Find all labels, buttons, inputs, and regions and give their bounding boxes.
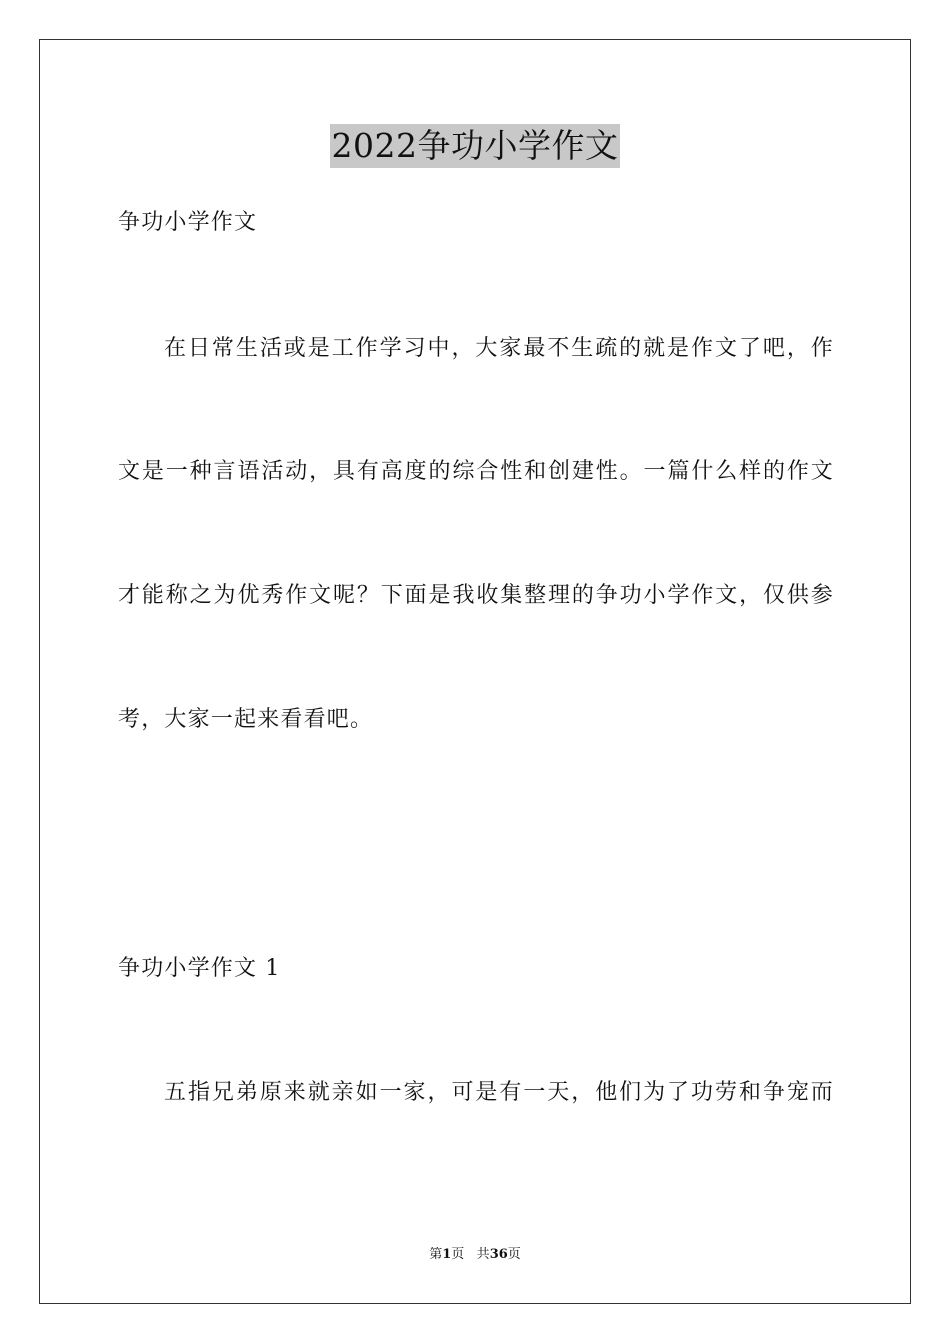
footer-page-suffix: 页 [451, 1247, 465, 1262]
document-title: 2022争功小学作文 [330, 124, 621, 168]
paragraph-line: 在日常生活或是工作学习中，大家最不生疏的就是作文了吧，作 [164, 336, 834, 361]
footer-prefix: 第 [429, 1247, 443, 1262]
paragraph-line: 五指兄弟原来就亲如一家，可是有一天，他们为了功劳和争宠而 [164, 1080, 834, 1105]
title-container [0, 124, 950, 168]
document-subtitle: 争功小学作文 [118, 210, 258, 235]
section-heading: 争功小学作文 1 [118, 956, 281, 981]
footer-page-number: 1 [442, 1247, 452, 1262]
footer-total-pages: 36 [489, 1247, 508, 1262]
paragraph-line: 考，大家一起来看看吧。 [118, 707, 374, 732]
footer-total-suffix: 页 [507, 1247, 521, 1262]
footer-total-prefix: 共 [476, 1247, 490, 1262]
paragraph-line: 才能称之为优秀作文呢？下面是我收集整理的争功小学作文，仅供参 [118, 583, 834, 608]
paragraph-line: 文是一种言语活动，具有高度的综合性和创建性。一篇什么样的作文 [118, 459, 834, 484]
page-footer [0, 1246, 950, 1264]
